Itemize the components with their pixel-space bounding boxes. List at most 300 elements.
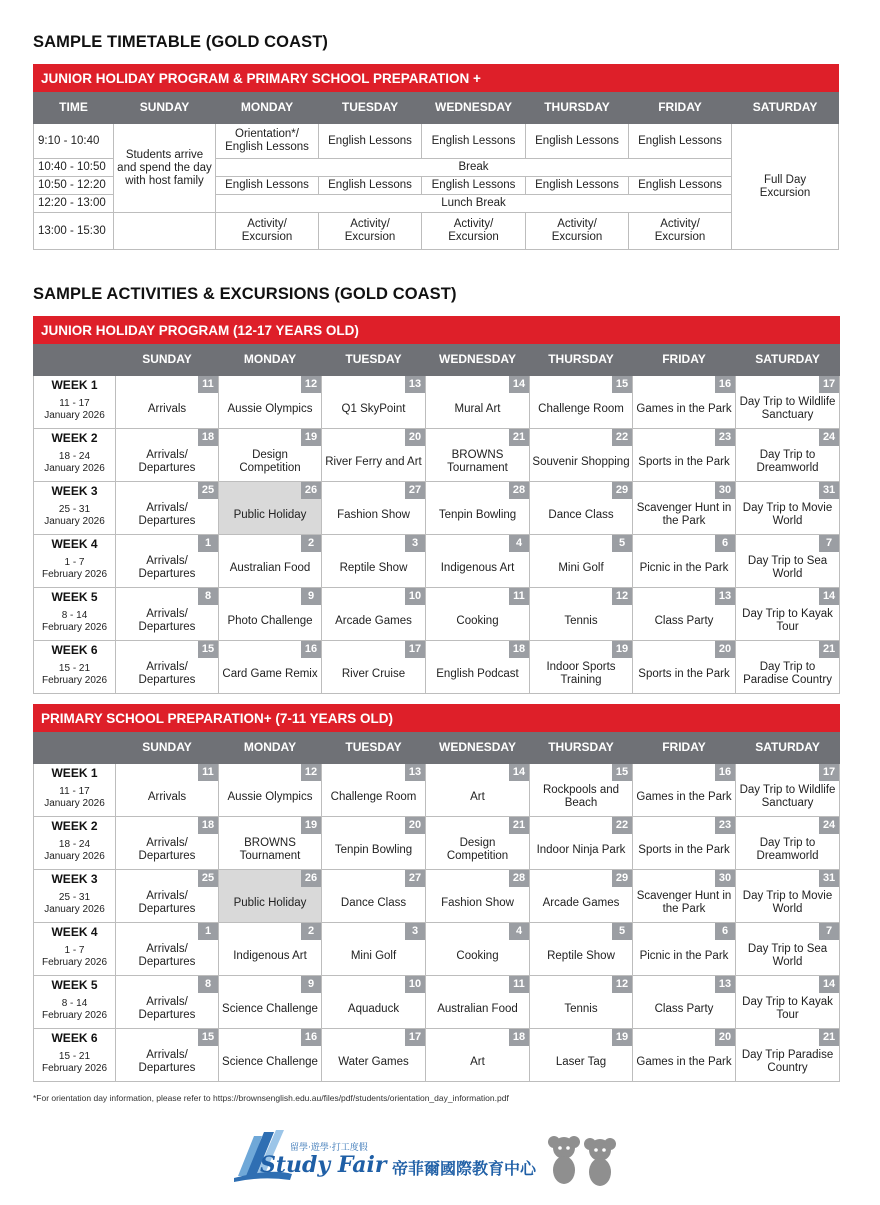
sunday-note: Students arrive and spend the day with host family bbox=[114, 124, 216, 213]
week-row bbox=[34, 870, 840, 923]
day-cell bbox=[426, 817, 530, 870]
date-badge: 22 bbox=[612, 429, 632, 446]
header-friday: FRIDAY bbox=[629, 92, 732, 124]
activity-label: Science Challenge bbox=[222, 1055, 318, 1068]
date-badge: 19 bbox=[612, 641, 632, 658]
date-badge: 18 bbox=[198, 817, 218, 834]
activity-label: Aquaduck bbox=[347, 1002, 400, 1015]
date-badge: 28 bbox=[509, 870, 529, 887]
activity-label: Class Party bbox=[654, 614, 714, 627]
activity-label: Card Game Remix bbox=[222, 667, 318, 680]
activity-label: Day Trip Paradise Country bbox=[741, 1049, 834, 1074]
day-cell bbox=[633, 588, 736, 641]
activity-label: Mini Golf bbox=[350, 949, 397, 962]
day-cell bbox=[322, 429, 426, 482]
activity-label: Indoor Sports Training bbox=[546, 661, 616, 686]
logo-chinese: 帝菲爾國際教育中心 bbox=[392, 1159, 537, 1178]
activity-cell: Activity/ Excursion bbox=[216, 213, 319, 250]
week-month: January 2026 bbox=[44, 463, 105, 474]
activity-label: Games in the Park bbox=[636, 1055, 732, 1068]
date-badge: 11 bbox=[198, 764, 218, 781]
day-cell bbox=[219, 535, 322, 588]
date-badge: 3 bbox=[405, 923, 425, 940]
week-row bbox=[34, 482, 840, 535]
activity-label: Dance Class bbox=[340, 896, 407, 909]
day-cell bbox=[322, 1029, 426, 1082]
date-badge: 14 bbox=[819, 976, 839, 993]
activity-label: Sports in the Park bbox=[638, 455, 730, 468]
date-badge: 13 bbox=[715, 976, 735, 993]
activity-label: Picnic in the Park bbox=[639, 949, 729, 962]
activity-label: Class Party bbox=[654, 1002, 714, 1015]
day-cell bbox=[219, 923, 322, 976]
week-month: January 2026 bbox=[44, 410, 105, 421]
activity-label: Rockpools and Beach bbox=[542, 784, 620, 809]
timetable-title: SAMPLE TIMETABLE (GOLD COAST) bbox=[33, 33, 328, 51]
date-badge: 22 bbox=[612, 817, 632, 834]
activity-label: Day Trip to Dreamworld bbox=[756, 449, 819, 474]
day-cell bbox=[633, 1029, 736, 1082]
break-cell: Break bbox=[216, 159, 732, 177]
footnote: *For orientation day information, please refer to https://brownsenglish.edu.au/files/pdf/students/orientation_day_information.pdf bbox=[33, 1093, 509, 1103]
date-badge: 1 bbox=[198, 923, 218, 940]
activity-label: Arcade Games bbox=[542, 896, 620, 909]
week-label-cell bbox=[34, 764, 116, 817]
date-badge: 28 bbox=[509, 482, 529, 499]
date-badge: 21 bbox=[509, 429, 529, 446]
date-badge: 9 bbox=[301, 976, 321, 993]
week-name: WEEK 4 bbox=[51, 537, 98, 551]
day-cell bbox=[736, 764, 840, 817]
activity-label: English Podcast bbox=[436, 667, 519, 680]
day-cell bbox=[116, 817, 219, 870]
day-cell bbox=[219, 641, 322, 694]
date-badge: 21 bbox=[509, 817, 529, 834]
day-cell bbox=[426, 376, 530, 429]
week-month: January 2026 bbox=[44, 516, 105, 527]
day-cell bbox=[633, 641, 736, 694]
date-badge: 17 bbox=[819, 376, 839, 393]
date-badge: 26 bbox=[301, 482, 321, 499]
day-cell bbox=[426, 588, 530, 641]
day-cell bbox=[322, 482, 426, 535]
header-wednesday: WEDNESDAY bbox=[422, 92, 526, 124]
activity-label: Australian Food bbox=[437, 1002, 518, 1015]
day-cell bbox=[530, 429, 633, 482]
lesson-cell: English Lessons bbox=[526, 124, 629, 159]
week-month: January 2026 bbox=[44, 798, 105, 809]
week-month: January 2026 bbox=[44, 851, 105, 862]
day-cell bbox=[219, 976, 322, 1029]
empty-cell bbox=[114, 213, 216, 250]
week-row bbox=[34, 817, 840, 870]
primary-band: PRIMARY SCHOOL PREPARATION+ (7-11 YEARS OLD) bbox=[34, 705, 840, 732]
activity-label: Aussie Olympics bbox=[227, 402, 313, 415]
activity-label: Day Trip to Sea World bbox=[747, 555, 828, 580]
week-name: WEEK 1 bbox=[51, 378, 98, 392]
date-badge: 29 bbox=[612, 870, 632, 887]
day-cell bbox=[219, 764, 322, 817]
date-badge: 20 bbox=[715, 1029, 735, 1046]
date-badge: 17 bbox=[405, 641, 425, 658]
day-cell bbox=[219, 482, 322, 535]
activity-label: Laser Tag bbox=[555, 1055, 607, 1068]
day-cell bbox=[116, 764, 219, 817]
activity-label: Cooking bbox=[456, 949, 499, 962]
day-cell bbox=[116, 923, 219, 976]
date-badge: 6 bbox=[715, 923, 735, 940]
week-name: WEEK 6 bbox=[51, 643, 98, 657]
week-dates: 8 - 14 bbox=[61, 610, 88, 621]
activity-label: Arrivals/ Departures bbox=[138, 837, 196, 862]
day-cell bbox=[736, 1029, 840, 1082]
week-month: January 2026 bbox=[44, 904, 105, 915]
week-name: WEEK 5 bbox=[51, 978, 98, 992]
header-time: TIME bbox=[34, 92, 114, 124]
time-slot: 9:10 - 10:40 bbox=[34, 124, 114, 159]
date-badge: 25 bbox=[198, 870, 218, 887]
week-row bbox=[34, 923, 840, 976]
activity-label: Day Trip to Movie World bbox=[742, 502, 833, 527]
day-cell bbox=[633, 923, 736, 976]
week-label-cell bbox=[34, 976, 116, 1029]
activity-label: Day Trip to Paradise Country bbox=[743, 661, 832, 686]
day-cell bbox=[736, 376, 840, 429]
saturday-note: Full Day Excursion bbox=[732, 124, 839, 250]
date-badge: 2 bbox=[301, 535, 321, 552]
day-cell bbox=[736, 535, 840, 588]
date-badge: 18 bbox=[509, 641, 529, 658]
date-badge: 9 bbox=[301, 588, 321, 605]
study-fair-logo bbox=[232, 1128, 642, 1190]
lesson-cell: Orientation*/ English Lessons bbox=[216, 124, 319, 159]
date-badge: 7 bbox=[819, 535, 839, 552]
day-cell bbox=[736, 817, 840, 870]
day-cell bbox=[116, 1029, 219, 1082]
day-cell bbox=[322, 588, 426, 641]
activities-title: SAMPLE ACTIVITIES & EXCURSIONS (GOLD COAST) bbox=[33, 285, 457, 303]
date-badge: 15 bbox=[198, 1029, 218, 1046]
timetable-band: JUNIOR HOLIDAY PROGRAM & PRIMARY SCHOOL PREPARATION + bbox=[34, 65, 839, 92]
activity-label: Arcade Games bbox=[335, 614, 412, 627]
activity-label: Day Trip to Dreamworld bbox=[756, 837, 819, 862]
date-badge: 20 bbox=[715, 641, 735, 658]
day-cell bbox=[116, 870, 219, 923]
date-badge: 13 bbox=[405, 376, 425, 393]
activity-label: Tennis bbox=[564, 1002, 598, 1015]
week-month: February 2026 bbox=[41, 1010, 108, 1021]
activity-label: Challenge Room bbox=[538, 402, 624, 415]
day-header: WEDNESDAY bbox=[426, 344, 530, 376]
timetable bbox=[33, 64, 839, 250]
activity-cell: Activity/ Excursion bbox=[629, 213, 732, 250]
activity-label: Souvenir Shopping bbox=[532, 455, 630, 468]
date-badge: 12 bbox=[612, 588, 632, 605]
date-badge: 19 bbox=[612, 1029, 632, 1046]
date-badge: 12 bbox=[612, 976, 632, 993]
date-badge: 4 bbox=[509, 923, 529, 940]
header-blank bbox=[34, 344, 116, 376]
week-label-cell bbox=[34, 641, 116, 694]
lesson-cell: English Lessons bbox=[422, 124, 526, 159]
day-cell bbox=[116, 482, 219, 535]
day-cell bbox=[633, 817, 736, 870]
week-dates: 15 - 21 bbox=[58, 1051, 91, 1062]
day-header: TUESDAY bbox=[322, 344, 426, 376]
lesson-cell: English Lessons bbox=[422, 177, 526, 195]
date-badge: 14 bbox=[509, 764, 529, 781]
day-cell bbox=[426, 641, 530, 694]
day-header: THURSDAY bbox=[530, 344, 633, 376]
time-slot: 12:20 - 13:00 bbox=[34, 195, 114, 213]
date-badge: 23 bbox=[715, 817, 735, 834]
logo-brand: Study Fair bbox=[260, 1152, 387, 1178]
date-badge: 16 bbox=[715, 764, 735, 781]
date-badge: 11 bbox=[509, 588, 529, 605]
day-cell bbox=[530, 764, 633, 817]
date-badge: 12 bbox=[301, 376, 321, 393]
week-row bbox=[34, 764, 840, 817]
day-cell bbox=[530, 870, 633, 923]
junior-band: JUNIOR HOLIDAY PROGRAM (12-17 YEARS OLD) bbox=[34, 317, 840, 344]
week-dates: 18 - 24 bbox=[58, 839, 91, 850]
day-cell bbox=[322, 976, 426, 1029]
activity-label: Photo Challenge bbox=[227, 614, 313, 627]
week-row bbox=[34, 588, 840, 641]
activity-label: Mini Golf bbox=[558, 561, 604, 574]
week-dates: 8 - 14 bbox=[61, 998, 88, 1009]
activity-label: Indigenous Art bbox=[233, 949, 307, 962]
day-cell bbox=[219, 376, 322, 429]
header-thursday: THURSDAY bbox=[526, 92, 629, 124]
activity-cell: Activity/ Excursion bbox=[422, 213, 526, 250]
day-cell bbox=[219, 429, 322, 482]
day-cell bbox=[530, 588, 633, 641]
week-month: February 2026 bbox=[41, 1063, 108, 1074]
day-cell bbox=[633, 764, 736, 817]
activity-label: BROWNS Tournament bbox=[239, 837, 301, 862]
day-cell bbox=[116, 641, 219, 694]
date-badge: 11 bbox=[509, 976, 529, 993]
day-header: FRIDAY bbox=[633, 344, 736, 376]
day-header: WEDNESDAY bbox=[426, 732, 530, 764]
day-header: MONDAY bbox=[219, 732, 322, 764]
date-badge: 26 bbox=[301, 870, 321, 887]
date-badge: 16 bbox=[715, 376, 735, 393]
date-badge: 30 bbox=[715, 482, 735, 499]
activity-label: Arrivals bbox=[147, 402, 187, 415]
date-badge: 20 bbox=[405, 817, 425, 834]
activity-label: Day Trip to Kayak Tour bbox=[742, 608, 833, 633]
activity-label: Games in the Park bbox=[636, 402, 732, 415]
lunch-cell: Lunch Break bbox=[216, 195, 732, 213]
header-tuesday: TUESDAY bbox=[319, 92, 422, 124]
date-badge: 24 bbox=[819, 817, 839, 834]
week-dates: 15 - 21 bbox=[58, 663, 91, 674]
date-badge: 21 bbox=[819, 1029, 839, 1046]
day-header: SUNDAY bbox=[116, 732, 219, 764]
activity-label: Sports in the Park bbox=[638, 843, 730, 856]
activity-cell: Activity/ Excursion bbox=[319, 213, 422, 250]
activity-label: Day Trip to Wildlife Sanctuary bbox=[739, 396, 836, 421]
lesson-cell: English Lessons bbox=[216, 177, 319, 195]
day-cell bbox=[322, 376, 426, 429]
header-blank bbox=[34, 732, 116, 764]
activity-label: Fashion Show bbox=[441, 896, 514, 909]
date-badge: 31 bbox=[819, 870, 839, 887]
day-cell bbox=[322, 817, 426, 870]
week-name: WEEK 2 bbox=[51, 431, 98, 445]
date-badge: 16 bbox=[301, 1029, 321, 1046]
day-cell bbox=[426, 482, 530, 535]
week-label-cell bbox=[34, 870, 116, 923]
date-badge: 10 bbox=[405, 588, 425, 605]
activity-label: Reptile Show bbox=[339, 561, 408, 574]
date-badge: 15 bbox=[612, 764, 632, 781]
day-cell bbox=[219, 1029, 322, 1082]
activity-label: Art bbox=[470, 1055, 485, 1068]
day-cell bbox=[530, 976, 633, 1029]
activity-label: Sports in the Park bbox=[638, 667, 730, 680]
activity-label: Tenpin Bowling bbox=[334, 843, 413, 856]
day-cell bbox=[530, 641, 633, 694]
week-name: WEEK 2 bbox=[51, 819, 98, 833]
week-dates: 1 - 7 bbox=[64, 557, 85, 568]
activity-label: Tennis bbox=[564, 614, 598, 627]
activity-label: Picnic in the Park bbox=[639, 561, 729, 574]
activity-label: Day Trip to Sea World bbox=[747, 943, 828, 968]
day-cell bbox=[219, 588, 322, 641]
day-cell bbox=[736, 588, 840, 641]
day-header: MONDAY bbox=[219, 344, 322, 376]
date-badge: 14 bbox=[819, 588, 839, 605]
time-slot: 13:00 - 15:30 bbox=[34, 213, 114, 250]
week-dates: 11 - 17 bbox=[59, 786, 90, 797]
week-name: WEEK 5 bbox=[51, 590, 98, 604]
activity-label: Dance Class bbox=[548, 508, 614, 521]
day-header: THURSDAY bbox=[530, 732, 633, 764]
date-badge: 30 bbox=[715, 870, 735, 887]
week-name: WEEK 3 bbox=[51, 484, 98, 498]
activity-label: Arrivals/ Departures bbox=[138, 502, 196, 527]
day-cell bbox=[322, 641, 426, 694]
date-badge: 8 bbox=[198, 588, 218, 605]
activity-label: Public Holiday bbox=[233, 508, 307, 521]
day-cell bbox=[426, 764, 530, 817]
date-badge: 15 bbox=[198, 641, 218, 658]
lesson-cell: English Lessons bbox=[629, 124, 732, 159]
date-badge: 27 bbox=[405, 482, 425, 499]
header-saturday: SATURDAY bbox=[732, 92, 839, 124]
week-name: WEEK 4 bbox=[51, 925, 98, 939]
activity-label: Tenpin Bowling bbox=[438, 508, 517, 521]
activity-label: Scavenger Hunt in the Park bbox=[636, 502, 732, 527]
day-cell bbox=[322, 764, 426, 817]
day-header: SATURDAY bbox=[736, 344, 840, 376]
day-cell bbox=[219, 870, 322, 923]
time-slot: 10:40 - 10:50 bbox=[34, 159, 114, 177]
header-sunday: SUNDAY bbox=[114, 92, 216, 124]
day-cell bbox=[530, 482, 633, 535]
activity-label: Day Trip to Kayak Tour bbox=[742, 996, 833, 1021]
header-monday: MONDAY bbox=[216, 92, 319, 124]
activity-label: Mural Art bbox=[454, 402, 501, 415]
activity-label: Day Trip to Wildlife Sanctuary bbox=[739, 784, 836, 809]
activity-label: Fashion Show bbox=[337, 508, 410, 521]
day-cell bbox=[426, 1029, 530, 1082]
date-badge: 11 bbox=[198, 376, 218, 393]
activity-label: Arrivals bbox=[147, 790, 187, 803]
date-badge: 19 bbox=[301, 817, 321, 834]
date-badge: 8 bbox=[198, 976, 218, 993]
activity-label: Indoor Ninja Park bbox=[536, 843, 626, 856]
day-cell bbox=[633, 535, 736, 588]
week-dates: 18 - 24 bbox=[58, 451, 91, 462]
date-badge: 24 bbox=[819, 429, 839, 446]
date-badge: 27 bbox=[405, 870, 425, 887]
date-badge: 15 bbox=[612, 376, 632, 393]
day-cell bbox=[633, 976, 736, 1029]
day-cell bbox=[426, 976, 530, 1029]
day-cell bbox=[116, 588, 219, 641]
day-cell bbox=[736, 976, 840, 1029]
activity-label: River Cruise bbox=[341, 667, 406, 680]
day-cell bbox=[530, 923, 633, 976]
week-label-cell bbox=[34, 376, 116, 429]
week-row bbox=[34, 535, 840, 588]
activity-cell: Activity/ Excursion bbox=[526, 213, 629, 250]
week-dates: 25 - 31 bbox=[58, 504, 91, 515]
activity-label: BROWNS Tournament bbox=[447, 449, 508, 474]
date-badge: 29 bbox=[612, 482, 632, 499]
day-cell bbox=[426, 429, 530, 482]
week-month: February 2026 bbox=[41, 622, 108, 633]
day-cell bbox=[322, 923, 426, 976]
date-badge: 19 bbox=[301, 429, 321, 446]
primary-program-table bbox=[33, 704, 840, 1082]
day-header: FRIDAY bbox=[633, 732, 736, 764]
date-badge: 13 bbox=[405, 764, 425, 781]
day-cell bbox=[116, 535, 219, 588]
day-cell bbox=[322, 870, 426, 923]
week-label-cell bbox=[34, 923, 116, 976]
lesson-cell: English Lessons bbox=[319, 177, 422, 195]
day-cell bbox=[530, 535, 633, 588]
date-badge: 20 bbox=[405, 429, 425, 446]
activity-label: Aussie Olympics bbox=[227, 790, 313, 803]
date-badge: 13 bbox=[715, 588, 735, 605]
date-badge: 1 bbox=[198, 535, 218, 552]
week-label-cell bbox=[34, 1029, 116, 1082]
junior-program-table bbox=[33, 316, 840, 694]
week-month: February 2026 bbox=[41, 569, 108, 580]
week-row bbox=[34, 1029, 840, 1082]
week-month: February 2026 bbox=[41, 957, 108, 968]
activity-label: River Ferry and Art bbox=[325, 455, 422, 468]
date-badge: 18 bbox=[509, 1029, 529, 1046]
week-dates: 1 - 7 bbox=[64, 945, 85, 956]
logo-tagline: 留學‧遊學‧打工度假 bbox=[290, 1143, 368, 1153]
activity-label: Public Holiday bbox=[233, 896, 307, 909]
activity-label: Australian Food bbox=[229, 561, 311, 574]
date-badge: 5 bbox=[612, 535, 632, 552]
week-name: WEEK 6 bbox=[51, 1031, 98, 1045]
week-label-cell bbox=[34, 535, 116, 588]
date-badge: 21 bbox=[819, 641, 839, 658]
day-cell bbox=[633, 429, 736, 482]
activity-label: Arrivals/ Departures bbox=[138, 1049, 196, 1074]
date-badge: 23 bbox=[715, 429, 735, 446]
